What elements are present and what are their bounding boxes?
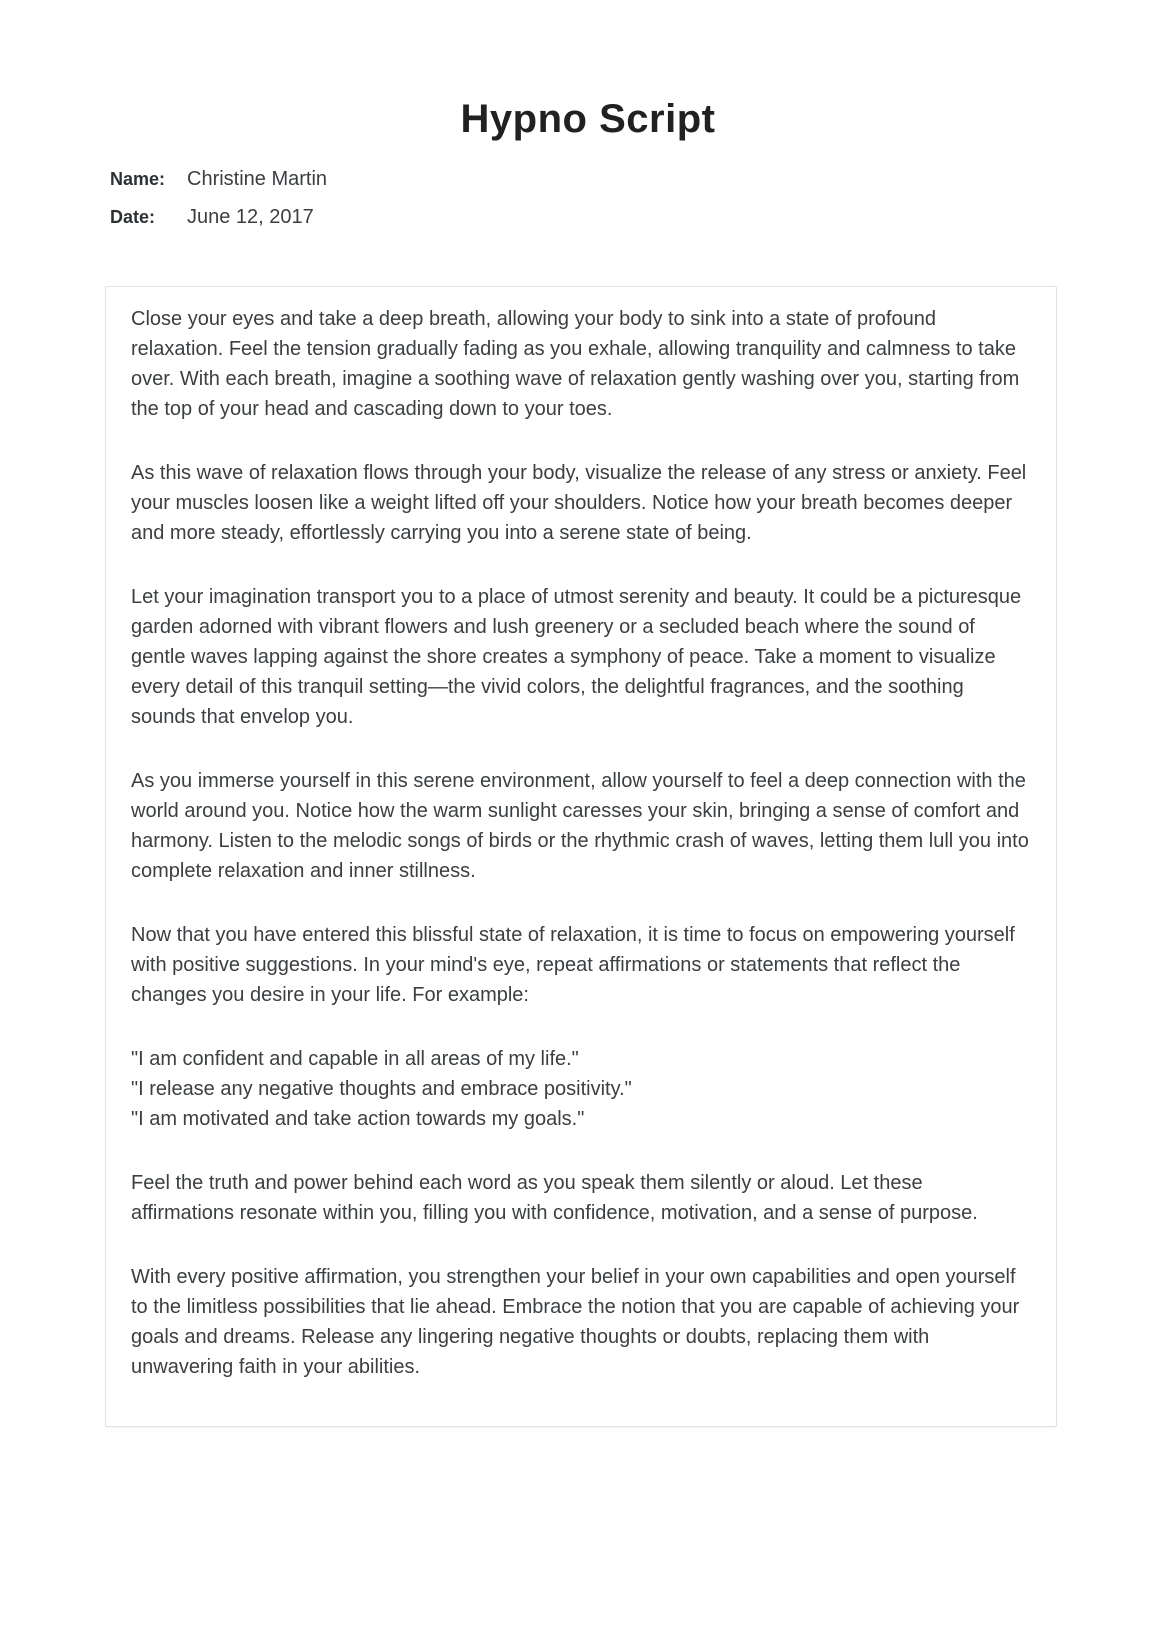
date-field-row	[110, 206, 1176, 229]
page-title: Hypno Script	[460, 97, 716, 141]
script-paragraph: Let your imagination transport you to a place of utmost serenity and beauty. It could be a picturesque garden adorned with vibrant flowers and lush greenery or a secluded beach where the sound of gentle waves lapping against the shore creates a symphony of peace. Take a moment to visualize every detail of this tranquil setting—the vivid colors, the delightful fragrances, and the soothing sounds that envelop you.	[131, 586, 1022, 728]
affirmation-line: "I release any negative thoughts and embrace positivity."	[131, 1078, 632, 1100]
affirmation-line: "I am confident and capable in all areas of my life."	[131, 1048, 579, 1070]
affirmations-block	[131, 1044, 1031, 1134]
name-label: Name:	[110, 169, 166, 189]
script-paragraph: With every positive affirmation, you strengthen your belief in your own capabilities and open yourself to the limitless possibilities that lie ahead. Embrace the notion that you are capable of achieving your goals and dreams. Release any lingering negative thoughts or doubts, replacing them with unwavering faith in your abilities.	[131, 1266, 1020, 1378]
name-value: Christine Martin	[187, 168, 328, 190]
script-paragraph: As this wave of relaxation flows through your body, visualize the release of any stress or anxiety. Feel your muscles loosen like a weight lifted off your shoulders. Notice how your breath becomes deeper and more steady, effortlessly carrying you into a serene state of being.	[131, 462, 1027, 544]
header-fields	[110, 168, 1176, 229]
affirmation-line: "I am motivated and take action towards my goals."	[131, 1108, 585, 1130]
script-paragraph: Close your eyes and take a deep breath, allowing your body to sink into a state of profound relaxation. Feel the tension gradually fading as you exhale, allowing tranquility and calmness to take over. With each breath, imagine a soothing wave of relaxation gently washing over you, starting from the top of your head and cascading down to your toes.	[131, 308, 1020, 420]
script-paragraph: Feel the truth and power behind each word as you speak them silently or aloud. Let these affirmations resonate within you, filling you with confidence, motivation, and a sense of purpose.	[131, 1172, 978, 1224]
script-paragraph: As you immerse yourself in this serene environment, allow yourself to feel a deep connection with the world around you. Notice how the warm sunlight caresses your skin, bringing a sense of comfort and harmony. Listen to the melodic songs of birds or the rhythmic crash of waves, letting them lull you into complete relaxation and inner stillness.	[131, 770, 1029, 882]
script-text-box	[105, 286, 1057, 1427]
script-paragraph: Now that you have entered this blissful state of relaxation, it is time to focus on empowering yourself with positive suggestions. In your mind's eye, repeat affirmations or statements that reflect the changes you desire in your life. For example:	[131, 924, 1015, 1006]
date-label: Date:	[110, 207, 156, 227]
name-field-row	[110, 168, 1176, 191]
date-value: June 12, 2017	[187, 206, 314, 228]
